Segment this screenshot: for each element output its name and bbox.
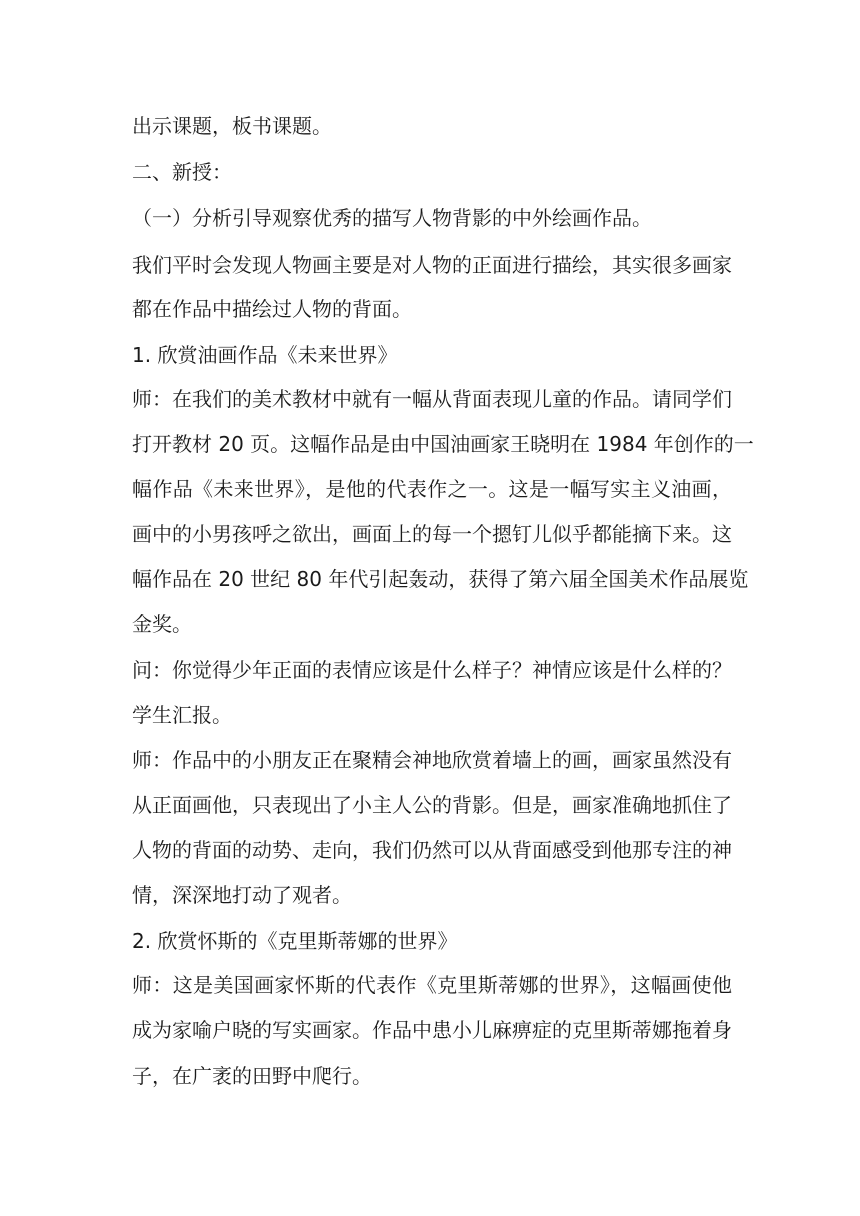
text-line: 情，深深地打动了观者。 (132, 883, 352, 907)
text-line: 师：在我们的美术教材中就有一幅从背面表现儿童的作品。请同学们 (132, 387, 732, 411)
text-line: 成为家喻户晓的写实画家。作品中患小儿麻痹症的克里斯蒂娜拖着身 (132, 1018, 732, 1042)
text-line: 学生汇报。 (132, 703, 232, 727)
item-heading: 2. 欣赏怀斯的《克里斯蒂娜的世界》 (132, 929, 458, 953)
text-line: 师：这是美国画家怀斯的代表作《克里斯蒂娜的世界》，这幅画使他 (132, 973, 732, 997)
subsection-heading: （一）分析引导观察优秀的描写人物背影的中外绘画作品。 (132, 206, 652, 230)
text-line: 出示课题，板书课题。 (132, 114, 332, 138)
section-heading: 二、新授： (132, 160, 232, 184)
text-line: 都在作品中描绘过人物的背面。 (132, 297, 412, 321)
text-line: 打开教材 20 页。这幅作品是由中国油画家王晓明在 1984 年创作的一 (132, 432, 754, 456)
text-line: 金奖。 (132, 612, 192, 636)
text-line: 从正面画他，只表现出了小主人公的背影。但是，画家准确地抓住了 (132, 793, 732, 817)
text-line: 我们平时会发现人物画主要是对人物的正面进行描绘，其实很多画家 (132, 253, 732, 277)
text-line: 画中的小男孩呼之欲出，画面上的每一个摁钉儿似乎都能摘下来。这 (132, 522, 732, 546)
text-line: 师：作品中的小朋友正在聚精会神地欣赏着墙上的画，画家虽然没有 (132, 748, 732, 772)
text-line: 幅作品《未来世界》，是他的代表作之一。这是一幅写实主义油画， (132, 477, 732, 501)
text-line: 幅作品在 20 世纪 80 年代引起轰动，获得了第六届全国美术作品展览 (132, 567, 749, 591)
text-line: 问：你觉得少年正面的表情应该是什么样子？神情应该是什么样的？ (132, 658, 732, 682)
text-line: 人物的背面的动势、走向，我们仍然可以从背面感受到他那专注的神 (132, 838, 732, 862)
item-heading: 1. 欣赏油画作品《未来世界》 (132, 343, 398, 367)
text-line: 子，在广袤的田野中爬行。 (132, 1064, 372, 1088)
